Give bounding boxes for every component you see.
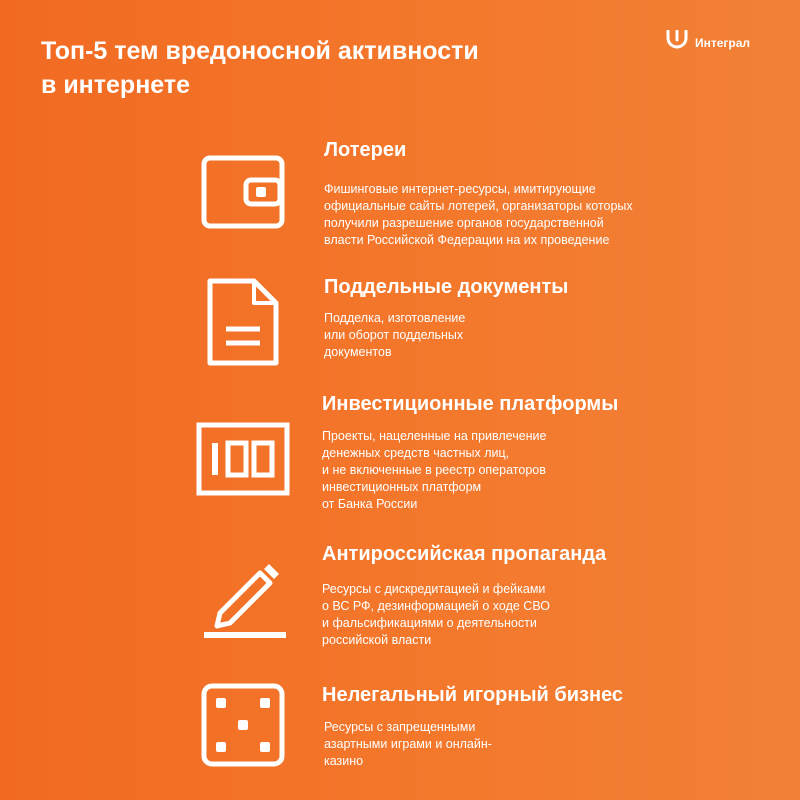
document-icon [206, 277, 280, 367]
banknote-100-icon [196, 422, 290, 496]
item-title-investment-platforms: Инвестиционные платформы [322, 393, 619, 415]
item-title-fake-documents: Поддельные документы [324, 276, 569, 298]
item-title-anti-russian-propaganda: Антироссийская пропаганда [322, 543, 607, 565]
dice-icon [201, 683, 285, 767]
page-title: Топ-5 тем вредоносной активности в интернете [41, 37, 479, 99]
item-desc-fake-documents: Подделка, изготовление или оборот поддельных документов [324, 311, 466, 359]
item-desc-illegal-gambling: Ресурсы с запрещенными азартными играми и онлайн- казино [324, 720, 492, 768]
item-desc-investment-platforms: Проекты, нацеленные на привлечение денежных средств частных лиц, и не включенные в реестр операторов инвестиционных платформ от Банка России [322, 429, 547, 511]
wallet-icon [200, 154, 286, 230]
logo-text: Интеграл [695, 35, 751, 50]
item-desc-lotteries: Фишинговые интернет-ресурсы, имитирующие официальные сайты лотерей, организаторы которых получили разрешение органов государственной власти Российской Федерации на их проведение [324, 182, 633, 247]
pencil-icon [202, 553, 288, 639]
item-title-lotteries: Лотереи [324, 139, 407, 161]
item-title-illegal-gambling: Нелегальный игорный бизнес [322, 684, 624, 706]
brand-logo [666, 30, 750, 55]
logo-icon [666, 30, 688, 55]
item-desc-anti-russian-propaganda: Ресурсы с дискредитацией и фейками о ВС РФ, дезинформацией о ходе СВО и фальсификациями о деятельности российской власти [322, 582, 550, 647]
